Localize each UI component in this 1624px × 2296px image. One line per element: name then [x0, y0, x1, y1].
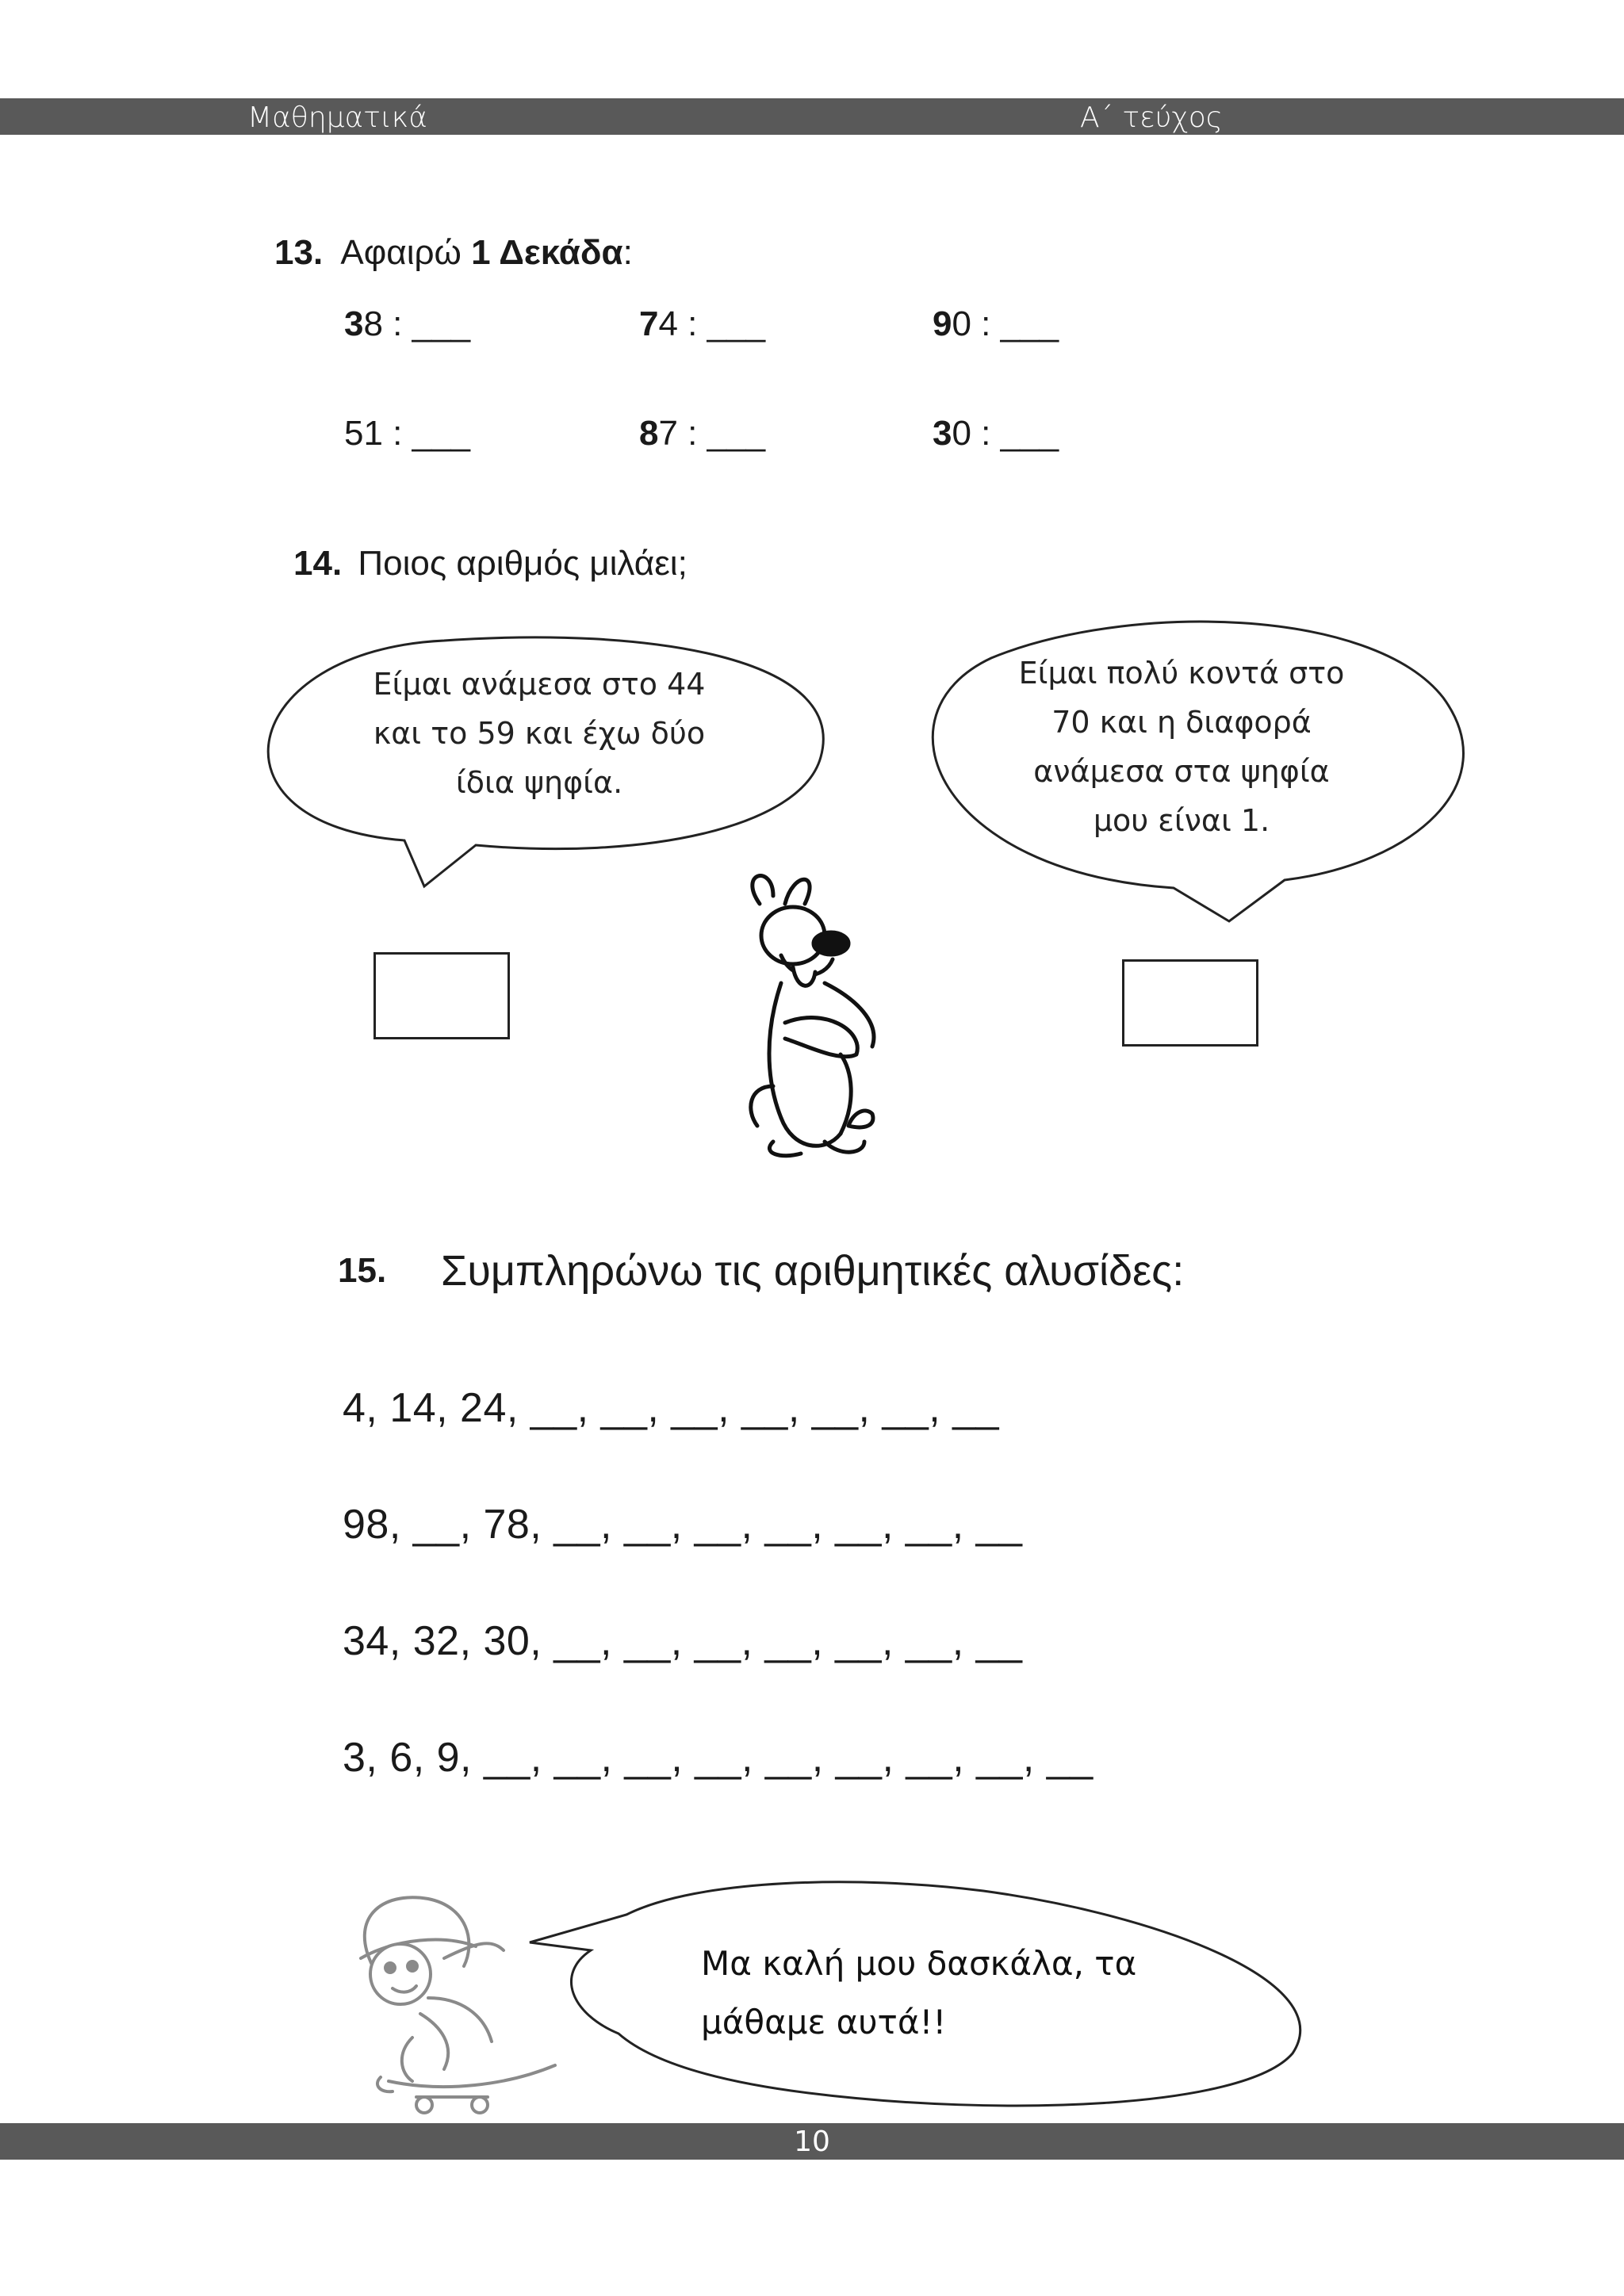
closing-line-2: μάθαμε αυτά!! [701, 2003, 947, 2042]
bubble-right-text [952, 649, 1411, 845]
bubble-left-line-3: ίδια ψηφία. [455, 765, 623, 800]
header-volume: Α΄ τεύχος [1080, 101, 1223, 134]
chain-row-3[interactable]: 34, 32, 30, __, __, __, __, __, __, __ [343, 1618, 1023, 1664]
bubble-right-line-4: μου είναι 1. [1093, 803, 1270, 838]
q13-item-3: 90 : ___ [933, 304, 1059, 343]
q13-item-4: 51 : ___ [344, 414, 471, 453]
q13-title-suffix: : [622, 233, 633, 272]
skateboard-kid-icon [361, 1897, 555, 2113]
bubble-right-line-3: ανάμεσα στα ψηφία [1033, 754, 1330, 789]
q13-item-1: 38 : ___ [344, 304, 471, 343]
chain-row-4[interactable]: 3, 6, 9, __, __, __, __, __, __, __, __, __ [343, 1735, 1094, 1781]
closing-line-1: Μα καλή μου δασκάλα, τα [701, 1944, 1137, 1983]
header-subject: Μαθηματικά [247, 101, 427, 134]
bubble-left-line-1: Είμαι ανάμεσα στο 44 [373, 667, 706, 702]
q14-title-text: Ποιος αριθμός μιλάει; [358, 544, 688, 583]
answer-box-right[interactable] [1122, 959, 1258, 1047]
bubble-right-line-1: Είμαι πολύ κοντά στο [1018, 656, 1345, 691]
page-number: 10 [794, 2126, 830, 2158]
q15-number-text: 15. [338, 1251, 387, 1290]
bubble-left-line-2: και το 59 και έχω δύο [373, 716, 706, 751]
chain-row-2[interactable]: 98, __, 78, __, __, __, __, __, __, __ [343, 1502, 1023, 1548]
q15-title: Συμπληρώνω τις αριθμητικές αλυσίδες: [441, 1247, 1185, 1295]
q13-item-5: 87 : ___ [639, 414, 766, 453]
q13-number: 13. [274, 233, 324, 272]
q14-number: 14. [293, 544, 343, 583]
chain-row-1[interactable]: 4, 14, 24, __, __, __, __, __, __, __ [343, 1385, 1000, 1431]
q13-item-6: 30 : ___ [933, 414, 1059, 453]
q15-number [338, 1251, 386, 1291]
closing-bubble-text [701, 1934, 1136, 2052]
bubble-right-line-2: 70 και η διαφορά [1051, 705, 1312, 740]
q13-item-2: 74 : ___ [639, 304, 766, 343]
bubble-left-text [317, 660, 761, 807]
q13-title-prefix: Αφαιρώ [340, 233, 462, 272]
answer-box-left[interactable] [373, 952, 510, 1039]
q13-title-bold: 1 Δεκάδα [471, 233, 623, 272]
dog-cartoon-icon [751, 876, 874, 1156]
footer-bar [0, 2123, 1624, 2160]
